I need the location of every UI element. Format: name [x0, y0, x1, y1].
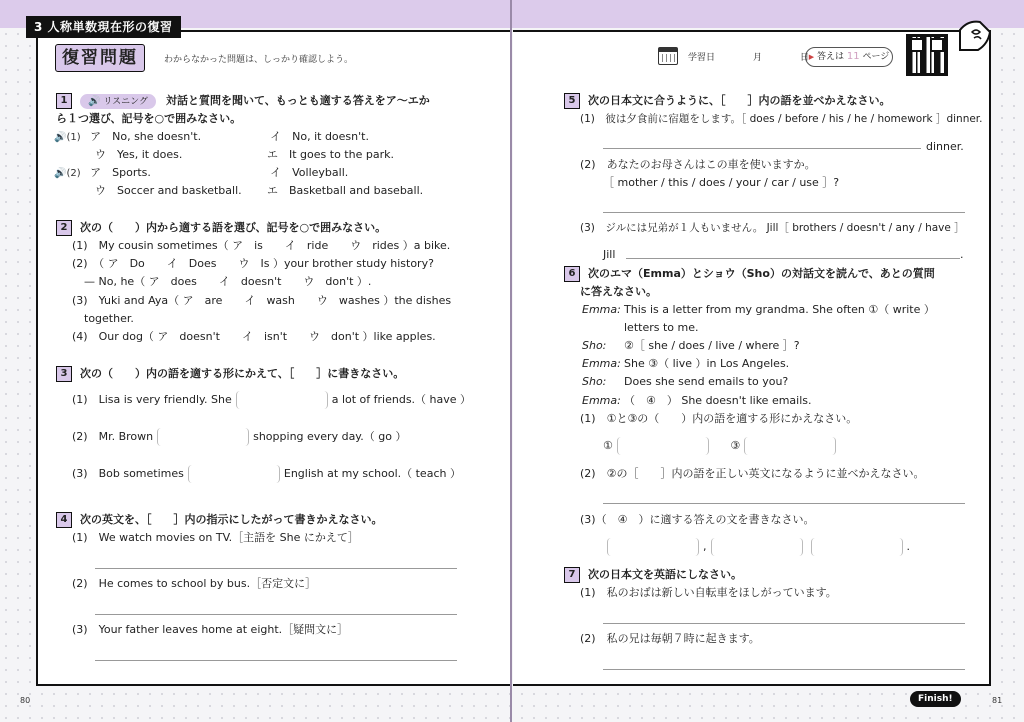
chapter-tab: 3 人称単数現在形の復習	[26, 16, 181, 38]
calendar-icon	[658, 47, 678, 65]
answer-box[interactable]	[711, 538, 803, 556]
answer-line[interactable]	[603, 148, 921, 149]
finish-badge: Finish!	[910, 691, 961, 707]
question-2: 2 次の（ ）内から適する語を選び、記号を○で囲みなさい。	[56, 219, 386, 237]
answer-box[interactable]	[617, 437, 709, 455]
qr-code[interactable]	[906, 34, 948, 76]
q2-item4: (4) Our dog（ ア doesn't イ isn't ウ don't ）like apples.	[72, 330, 436, 343]
q6-sub1-answers: ① ③	[603, 437, 840, 455]
q2-item2: (2) （ ア Do イ Does ウ Is ）your brother study history?	[72, 257, 434, 270]
question-number: 5	[564, 93, 580, 109]
study-date	[658, 47, 809, 65]
question-1-line2: ら１つ選び、記号を○で囲みなさい。	[56, 112, 242, 125]
q1-part1: 🔊(1) ア No, she doesn't. イ No, it doesn't.	[54, 130, 369, 143]
q7-item2: (2) 私の兄は毎朝７時に起きます。	[580, 632, 760, 645]
question-number: 2	[56, 220, 72, 236]
q1-part2: 🔊(2) ア Sports. イ Volleyball.	[54, 166, 349, 179]
q5-item3-end: .	[960, 248, 964, 261]
question-number: 6	[564, 266, 580, 282]
answer-line[interactable]	[603, 503, 965, 504]
q5-item2: (2) あなたのお母さんはこの車を使いますか。	[580, 158, 816, 171]
question-number: 3	[56, 366, 72, 382]
question-number: 4	[56, 512, 72, 528]
speaker-icon: 🔊	[88, 95, 101, 107]
page-number-right: 81	[992, 696, 1003, 705]
triangle-icon: ▶	[808, 53, 815, 61]
q4-item1: (1) We watch movies on TV.［主語を She にかえて］	[72, 531, 359, 544]
dialogue-line: Emma: （ ④ ） She doesn't like emails.	[582, 394, 812, 407]
answer-line[interactable]	[95, 614, 457, 615]
question-5: 5 次の日本文に合うように、［ ］内の語を並べかえなさい。	[564, 92, 891, 110]
q6-sub3-answers: , .	[603, 538, 910, 556]
question-1: 1 🔊 リスニング 対話と質問を聞いて、もっとも適する答えをア〜エか	[56, 92, 430, 110]
listening-badge: 🔊 リスニング	[80, 94, 156, 109]
q6-sub3: (3)（ ④ ）に適する答えの文を書きなさい。	[580, 513, 815, 526]
answer-box[interactable]	[188, 465, 280, 483]
question-6: 6 次のエマ（Emma）とショウ（Sho）の対話文を読んで、あとの質問	[564, 265, 935, 283]
answer-line[interactable]	[95, 660, 457, 661]
page-subtitle: わからなかった問題は、しっかり確認しよう。	[164, 55, 354, 65]
q6-sub1: (1) ①と③の（ ）内の語を適する形にかえなさい。	[580, 412, 858, 425]
date-label: 学習日	[688, 52, 716, 63]
answer-box[interactable]	[157, 428, 249, 446]
q1-part1-options: ウ Yes, it does. エ It goes to the park.	[95, 148, 394, 161]
q2-item3: (3) Yuki and Aya（ ア are イ wash ウ washes ）the dishes	[72, 294, 452, 307]
speaker-icon[interactable]: 🔊	[54, 132, 67, 143]
answer-box[interactable]	[607, 538, 699, 556]
answer-line[interactable]	[603, 669, 965, 670]
book-spine	[510, 0, 512, 722]
answer-line[interactable]	[626, 258, 960, 259]
q6-sub2: (2) ②の［ ］内の語を正しい英文になるように並べかえなさい。	[580, 467, 925, 480]
q4-item2: (2) He comes to school by bus.［否定文に］	[72, 577, 317, 590]
q5-item1: (1) 彼は夕食前に宿題をします。［ does / before / his / he / homework ］dinner.	[580, 113, 983, 125]
page-title: 復習問題	[55, 44, 145, 72]
question-6-line2: に答えなさい。	[580, 285, 657, 298]
q2-item1: (1) My cousin sometimes（ ア is イ ride ウ rides ）a bike.	[72, 239, 451, 252]
question-3: 3 次の（ ）内の語を適する形にかえて、［ ］に書きなさい。	[56, 365, 404, 383]
month-label: 月	[753, 52, 763, 63]
q4-item3: (3) Your father leaves home at eight.［疑問文に］	[72, 623, 349, 636]
answer-page-link[interactable]: ▶ 答えは 11 ページ	[805, 47, 893, 67]
question-number: 7	[564, 567, 580, 583]
q5-item3: (3) ジルには兄弟が１人もいません。 Jill［ brothers / doesn't / any / have ］	[580, 222, 965, 234]
day-label: 日	[800, 52, 810, 63]
answer-box[interactable]	[236, 391, 328, 409]
q3-item3: (3) Bob sometimes English at my school.（ teach ）	[72, 465, 461, 483]
page-number-left: 80	[20, 696, 31, 705]
q2-item3-cont: together.	[84, 312, 134, 325]
dialogue-line: Sho: Does she send emails to you?	[582, 375, 789, 388]
q3-item2: (2) Mr. Brown shopping every day.（ go ）	[72, 428, 406, 446]
answer-box[interactable]	[744, 437, 836, 455]
q5-item3-start: Jill	[603, 248, 616, 261]
dialogue-line: Emma: This is a letter from my grandma. She often ①（ write ）	[582, 303, 935, 316]
answer-line[interactable]	[603, 212, 965, 213]
answer-line[interactable]	[95, 568, 457, 569]
question-4: 4 次の英文を、［ ］内の指示にしたがって書きかえなさい。	[56, 511, 383, 529]
answer-box[interactable]	[811, 538, 903, 556]
question-7: 7 次の日本文を英語にしなさい。	[564, 566, 742, 584]
q5-item1-end: dinner.	[926, 140, 964, 153]
q3-item1: (1) Lisa is very friendly. She a lot of friends.（ have ）	[72, 391, 471, 409]
q5-item2-words: ［ mother / this / does / your / car / use ］?	[603, 176, 840, 189]
q1-part2-options: ウ Soccer and basketball. エ Basketball and baseball.	[95, 184, 424, 197]
q2-item2-answer: — No, he（ ア does イ doesn't ウ don't ）.	[84, 275, 372, 288]
answer-line[interactable]	[603, 623, 965, 624]
question-number: 1	[56, 93, 72, 109]
q7-item1: (1) 私のおばは新しい自転車をほしがっています。	[580, 586, 837, 599]
dialogue-line: Sho: ②［ she / does / live / where ］?	[582, 339, 800, 352]
dialogue-line: letters to me.	[624, 321, 699, 334]
page-corner-decoration	[958, 18, 992, 52]
speaker-icon[interactable]: 🔊	[54, 168, 67, 179]
dialogue-line: Emma: She ③（ live ）in Los Angeles.	[582, 357, 790, 370]
